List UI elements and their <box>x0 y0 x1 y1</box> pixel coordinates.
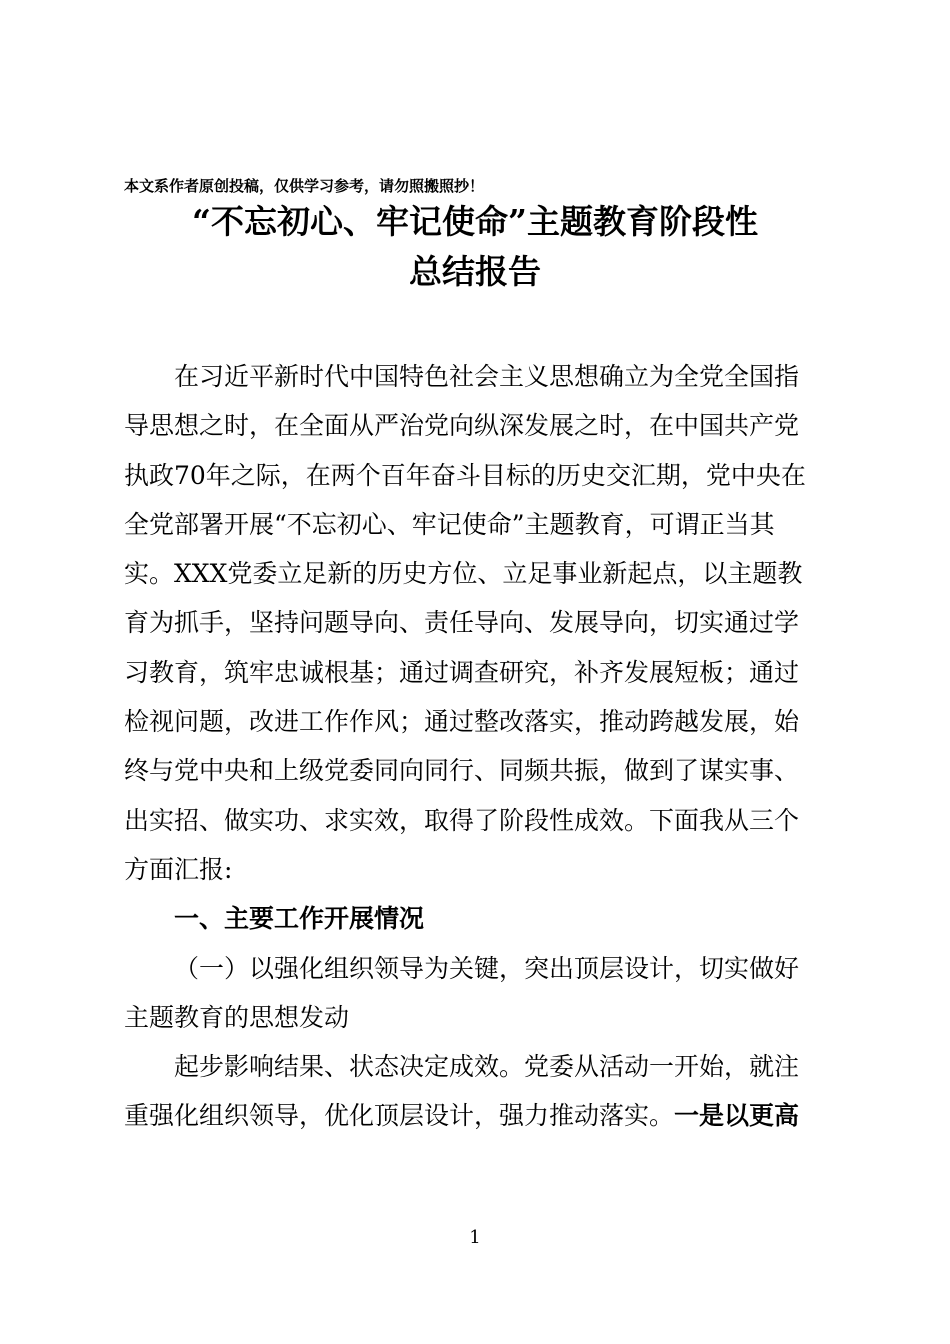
paragraph-text: 重强化组织领导，优化顶层设计，强力推动落实。 <box>124 1101 675 1131</box>
subsection-heading-line-1: （一）以强化组织领导为关键，突出顶层设计，切实做好 <box>174 953 800 983</box>
body-line: 在习近平新时代中国特色社会主义思想确立为全党全国指 <box>174 362 800 391</box>
paragraph-line: 起步影响结果、状态决定成效。党委从活动一开始，就注 <box>174 1052 800 1082</box>
body-line: 检视问题，改进工作作风；通过整改落实，推动跨越发展，始 <box>124 707 800 737</box>
document-title-line-1: “不忘初心、牢记使命”主题教育阶段性 <box>192 202 758 241</box>
body-line: 实。XXX党委立足新的历史方位、立足事业新起点，以主题教 <box>124 559 803 589</box>
paragraph-emphasis: 一是以更高 <box>674 1101 800 1131</box>
body-line: 全党部署开展“不忘初心、牢记使命”主题教育，可谓正当其 <box>124 509 775 539</box>
subsection-heading-line-2: 主题教育的思想发动 <box>124 1002 350 1032</box>
copyright-notice: 本文系作者原创投稿，仅供学习参考，请勿照搬照抄！ <box>124 177 485 195</box>
document-body <box>124 352 834 1141</box>
paragraph-line <box>124 1091 834 1140</box>
body-line: 方面汇报: <box>124 854 233 884</box>
section-heading: 一、主要工作开展情况 <box>174 904 425 934</box>
page-number: 1 <box>469 1227 481 1248</box>
document-title-line-2: 总结报告 <box>409 252 541 291</box>
body-line: 出实招、做实功、求实效，取得了阶段性成效。下面我从三个 <box>124 805 800 835</box>
body-line: 执政70年之际，在两个百年奋斗目标的历史交汇期，党中央在 <box>124 460 806 490</box>
body-line: 习教育，筑牢忠诚根基；通过调查研究，补齐发展短板；通过 <box>124 657 800 687</box>
body-line: 导思想之时，在全面从严治党向纵深发展之时，在中国共产党 <box>124 411 800 441</box>
body-line: 育为抓手，坚持问题导向、责任导向、发展导向，切实通过学 <box>124 608 800 638</box>
body-line: 终与党中央和上级党委同向同行、同频共振，做到了谋实事、 <box>124 756 800 786</box>
